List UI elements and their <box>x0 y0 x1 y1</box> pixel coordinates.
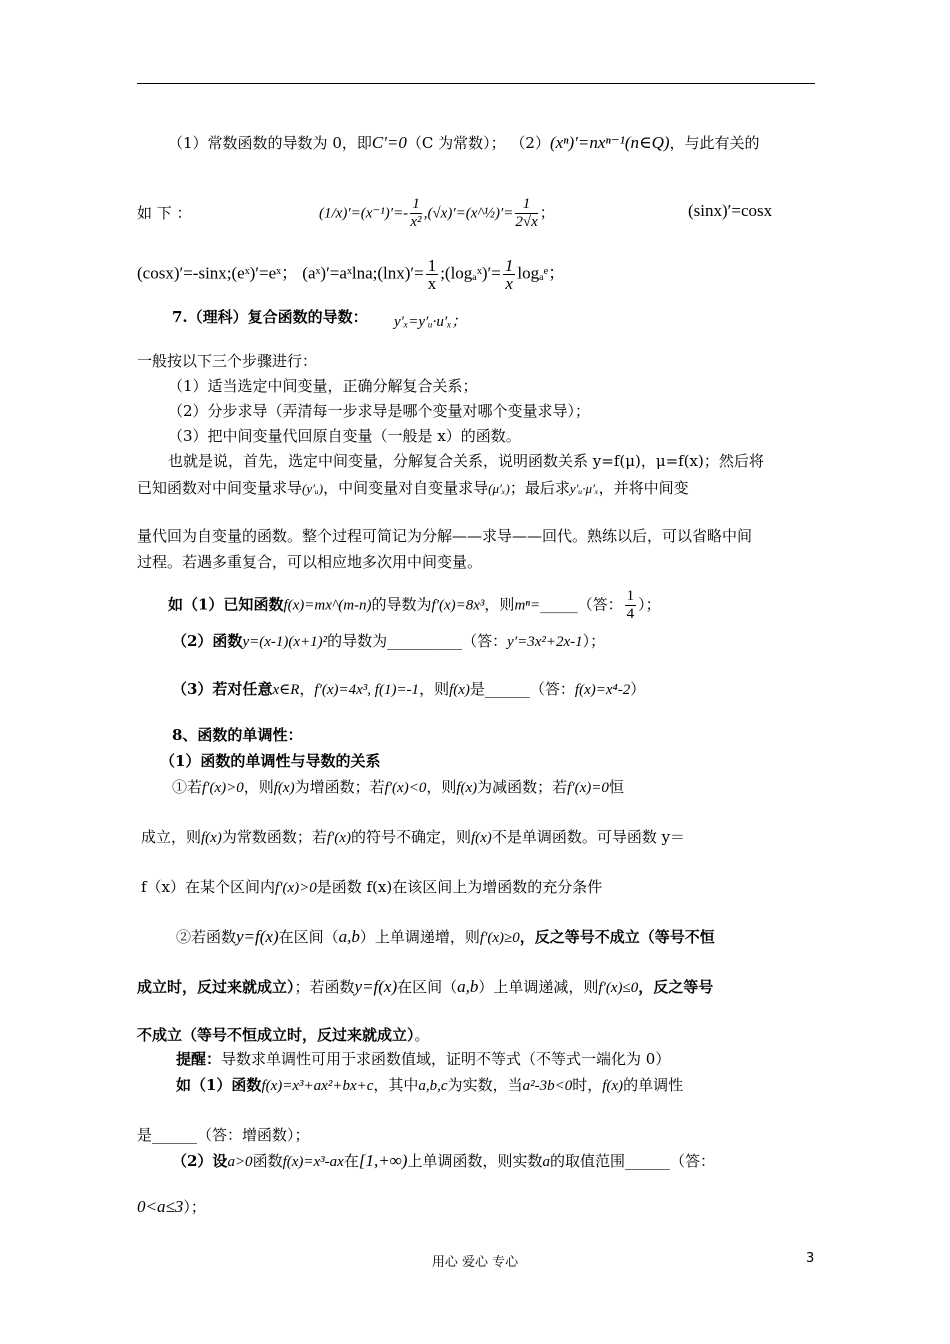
example-1 <box>168 588 661 623</box>
formula: C′=0 <box>371 133 407 152</box>
text: ）； <box>582 632 606 650</box>
formula: logₐᵉ； <box>517 263 566 283</box>
text: ；最后求 <box>509 479 570 497</box>
formula: ,(√x)′=(x^½)′= <box>423 205 514 222</box>
fraction-numerator: 1 <box>515 196 537 214</box>
paragraph <box>137 477 689 500</box>
formula: f′(x)>0 <box>275 880 317 896</box>
paragraph: 也就是说，首先，选定中间变量，分解复合关系，说明函数关系 y=f(μ)，μ=f(x)；然后将 <box>168 452 764 470</box>
question-1-cont: 是______（答：增函数）； <box>137 1126 310 1144</box>
text: ； <box>539 203 555 222</box>
monotonic-rule-2-cont-2 <box>137 1024 430 1046</box>
formula: f′(x)=4x³, f(1)=-1 <box>314 682 420 698</box>
formula: mⁿ= <box>514 597 541 614</box>
text: ， <box>299 680 315 698</box>
fraction-numerator: 1 <box>412 196 420 212</box>
formula: f′(x)=0 <box>567 780 609 796</box>
formula: a,b <box>338 927 360 946</box>
text: （2）设 <box>172 1152 228 1170</box>
fraction-numerator: 1 <box>427 256 437 275</box>
text: 为常数函数；若 <box>221 828 327 846</box>
text: ，并将中间变 <box>598 479 689 497</box>
formula: ;(logₐˣ)′= <box>440 263 501 283</box>
text: ） <box>630 680 646 698</box>
text: 为减函数；若 <box>477 778 568 796</box>
text: 在区间（ <box>278 928 339 946</box>
text: ）； <box>183 1198 206 1216</box>
paragraph: 量代回为自变量的函数。整个过程可简记为分解——求导——回代。熟练以后，可以省略中间 <box>137 527 753 545</box>
formula: f(x) <box>456 780 478 796</box>
formula-sin: (sinx)′=cosx <box>688 201 773 220</box>
formula: y′=3x²+2x-1 <box>507 634 583 650</box>
formula: y′ᵤ·μ′ₓ <box>569 481 599 496</box>
page-number: 3 <box>806 1251 815 1266</box>
formula: f(x)=x³+ax²+bx+c <box>261 1078 374 1094</box>
formula: y=f(x) <box>236 927 279 946</box>
footer-text: 用心 爱心 专心 <box>431 1255 519 1270</box>
text: 上单调函数，则实数 <box>407 1152 543 1170</box>
example-3 <box>172 678 645 701</box>
monotonic-rule-1 <box>172 776 624 799</box>
formula: f′(x) <box>326 830 351 846</box>
formula: a>0 <box>227 1154 253 1170</box>
section-heading-7: 7.（理科）复合函数的导数： <box>172 308 368 326</box>
text: ，与此有关的 <box>669 134 760 152</box>
text: 的取值范围______（答： <box>549 1152 715 1170</box>
formula: f(x) <box>201 830 222 846</box>
formula: (y′ᵤ) <box>302 481 324 496</box>
fraction-denominator: x² <box>410 214 422 230</box>
text: 不成立（等号不恒成立时，反过来就成立） <box>137 1026 415 1044</box>
text: 时， <box>572 1076 603 1094</box>
text: 。 <box>414 1026 430 1044</box>
formula: f′(x)>0 <box>202 780 244 796</box>
fraction-numerator: 1 <box>626 588 635 604</box>
monotonic-rule-1-cont-2 <box>141 876 602 899</box>
text: 不是单调函数。可导函数 y＝ <box>491 828 686 846</box>
text: 为增函数；若 <box>294 778 385 796</box>
example-2 <box>172 630 605 653</box>
formula: f(x) <box>273 780 295 796</box>
fraction-denominator: 2√x <box>515 214 538 230</box>
fraction <box>503 257 516 292</box>
text: ②若函数 <box>176 928 237 946</box>
formula: a²-3b<0 <box>522 1078 573 1094</box>
text: 为实数，当 <box>447 1076 523 1094</box>
formula: (1/x)′=(x⁻¹)′=- <box>319 205 409 222</box>
step-1: （1）适当选定中间变量，正确分解复合关系； <box>168 377 478 395</box>
text: ，中间变量对自变量求导 <box>323 479 489 497</box>
derivative-list-line <box>137 196 555 231</box>
formula: a,b <box>457 977 479 996</box>
question-1 <box>176 1074 683 1097</box>
formula: [1,+∞) <box>358 1151 408 1170</box>
paragraph: 一般按以下三个步骤进行： <box>137 352 318 370</box>
formula: y=(x-1)(x+1)² <box>242 634 328 650</box>
text: 恒 <box>608 778 624 796</box>
fraction <box>410 196 422 231</box>
monotonic-rule-2 <box>176 926 715 949</box>
text: 是______（答： <box>469 680 575 698</box>
formula: x∈R <box>272 682 300 698</box>
text: ，其中 <box>373 1076 419 1094</box>
text: f（x）在某个区间内 <box>141 878 276 896</box>
formula: (cosx)′=-sinx;(eˣ)′=eˣ； (aˣ)′=aˣlna;(lnx)′= <box>137 263 424 283</box>
text: 的导数为__________（答： <box>327 632 508 650</box>
formula: y=f(x) <box>354 977 398 996</box>
formula: f(x)=x³-ax <box>282 1154 344 1170</box>
text: ）上单调递增，则 <box>359 928 480 946</box>
text: ，则 <box>243 778 274 796</box>
text: （2）函数 <box>172 632 243 650</box>
question-2 <box>172 1150 715 1173</box>
monotonic-rule-1-cont <box>141 826 685 849</box>
formula: a,b,c <box>418 1078 448 1094</box>
derivative-constant-line <box>168 132 760 154</box>
text: 的符号不确定，则 <box>350 828 471 846</box>
derivative-list-line-2 <box>137 257 565 292</box>
text: ①若 <box>172 778 203 796</box>
text: 成立时，反过来就成立） <box>137 978 295 996</box>
fraction <box>625 588 637 623</box>
text: ，则 <box>419 680 450 698</box>
text: （3）若对任意 <box>172 680 273 698</box>
text: ；若函数 <box>294 978 355 996</box>
question-2-cont <box>137 1196 206 1218</box>
text: 的单调性 <box>623 1076 684 1094</box>
text: ）上单调递减，则 <box>478 978 599 996</box>
text: ，则 <box>484 595 515 614</box>
text: 的导数为 <box>371 595 432 614</box>
step-2: （2）分步求导（弄清每一步求导是哪个变量对哪个变量求导）； <box>168 402 591 420</box>
text: 如 下 ： <box>137 203 192 222</box>
text: ，反之等号 <box>638 978 714 996</box>
fraction-numerator: 1 <box>504 256 514 275</box>
fraction-denominator: x <box>427 274 437 293</box>
formula: a <box>542 1154 550 1170</box>
text: （1）常数函数的导数为 0，即 <box>168 134 372 152</box>
text: 导数求单调性可用于求函数值域，证明不等式（不等式一端化为 0） <box>221 1050 671 1068</box>
section-heading-8: 8、函数的单调性： <box>172 726 303 744</box>
text: 已知函数对中间变量求导 <box>137 479 303 497</box>
text: 提醒： <box>176 1050 222 1068</box>
formula: f(x)=mx^(m-n) <box>283 597 372 614</box>
text: ，反之等号不成立（等号不恒 <box>519 928 715 946</box>
text: 是函数 f(x)在该区间上为增函数的充分条件 <box>316 878 603 896</box>
formula: f′(x)=8x³ <box>431 597 485 614</box>
formula-chain-rule: y′ₓ=y′ᵤ·u′ₓ； <box>394 314 467 330</box>
fraction <box>426 257 439 292</box>
monotonic-rule-2-cont <box>137 976 713 999</box>
paragraph: 过程。若遇多重复合，可以相应地多次用中间变量。 <box>137 553 483 571</box>
step-3: （3）把中间变量代回原自变量（一般是 x）的函数。 <box>168 427 521 445</box>
text: 如（1）已知函数 <box>168 595 284 614</box>
fraction-denominator: x <box>505 274 513 293</box>
formula: f′(x)<0 <box>384 780 427 796</box>
text: 成立，则 <box>141 828 202 846</box>
header-rule <box>137 83 815 84</box>
formula: f(x) <box>602 1078 624 1094</box>
text: 函数 <box>252 1152 283 1170</box>
formula: f′(x)≤0 <box>598 980 639 996</box>
formula: f(x) <box>449 682 470 698</box>
fraction <box>515 196 537 231</box>
formula: f(x)=x⁴-2 <box>574 682 631 698</box>
formula: (xⁿ)′=nxⁿ⁻¹(n∈Q) <box>549 133 670 152</box>
formula: (μ′ₓ) <box>488 481 510 496</box>
formula: f(x) <box>470 830 492 846</box>
formula: 0<a≤3 <box>137 1197 184 1216</box>
fraction-denominator: 4 <box>626 606 635 622</box>
text: 在 <box>343 1152 359 1170</box>
text: （C 为常数）； （2） <box>406 134 550 152</box>
text: ）； <box>638 595 661 614</box>
text: 如（1）函数 <box>176 1076 262 1094</box>
text: 在区间（ <box>397 978 458 996</box>
subsection-heading: （1）函数的单调性与导数的关系 <box>160 752 381 770</box>
reminder <box>176 1048 670 1070</box>
text: ，则 <box>426 778 457 796</box>
text: _____（答： <box>540 595 623 614</box>
formula: f′(x)≥0 <box>479 930 520 946</box>
